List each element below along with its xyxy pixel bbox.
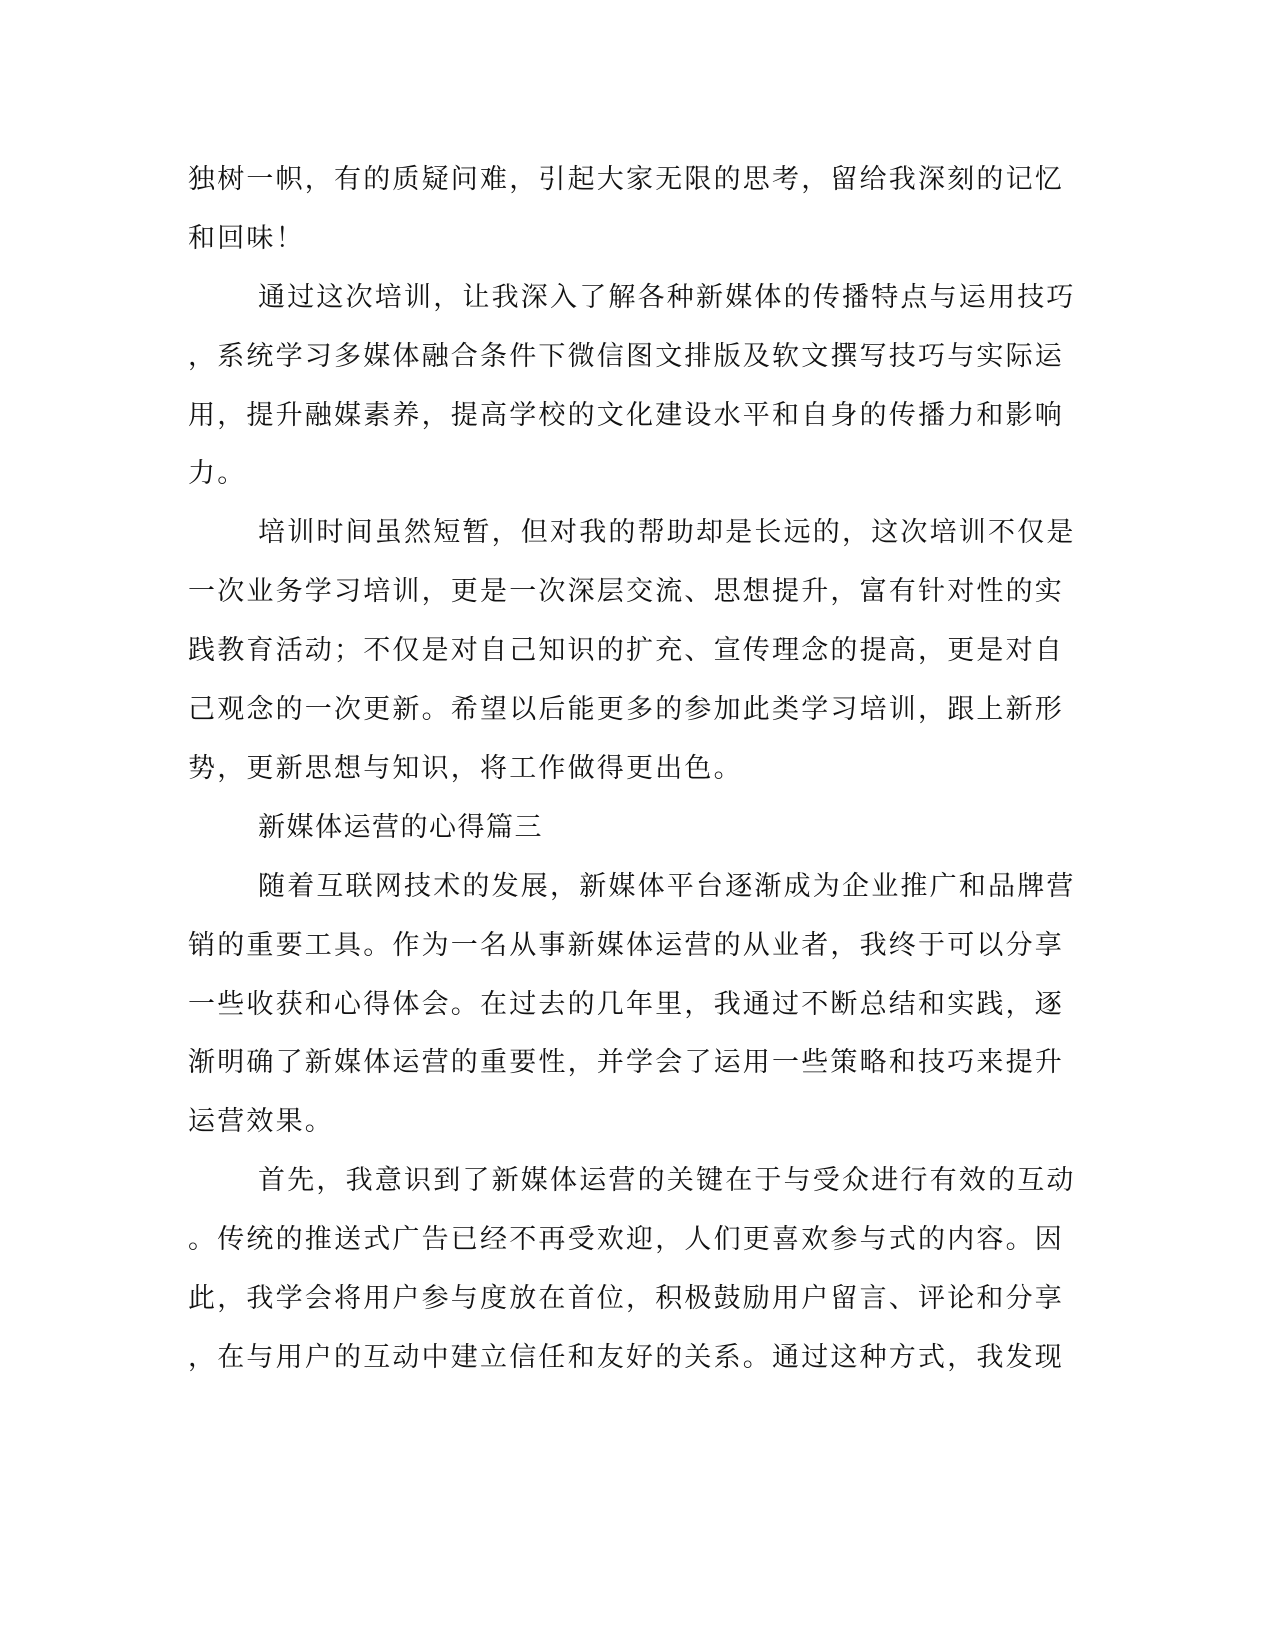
- paragraph-line: 己观念的一次更新。希望以后能更多的参加此类学习培训，跟上新形: [188, 694, 1064, 725]
- paragraph-line: 一次业务学习培训，更是一次深层交流、思想提升，富有针对性的实: [188, 576, 1064, 607]
- paragraph-line: 销的重要工具。作为一名从事新媒体运营的从业者，我终于可以分享: [188, 930, 1064, 961]
- paragraph-line: 践教育活动；不仅是对自己知识的扩充、宣传理念的提高，更是对自: [188, 635, 1064, 666]
- paragraph-line: 一些收获和心得体会。在过去的几年里，我通过不断总结和实践，逐: [188, 989, 1064, 1020]
- paragraph-line: 随着互联网技术的发展，新媒体平台逐渐成为企业推广和品牌营: [258, 871, 1076, 902]
- section-heading: 新媒体运营的心得篇三: [258, 812, 543, 843]
- paragraph-line: 渐明确了新媒体运营的重要性，并学会了运用一些策略和技巧来提升: [188, 1047, 1064, 1078]
- paragraph-line: 运营效果。: [188, 1106, 334, 1137]
- paragraph-line: 此，我学会将用户参与度放在首位，积极鼓励用户留言、评论和分享: [188, 1283, 1064, 1314]
- paragraph-line: 和回味！: [188, 223, 305, 254]
- paragraph-line: 首先，我意识到了新媒体运营的关键在于与受众进行有效的互动: [258, 1165, 1076, 1196]
- paragraph-line: ，在与用户的互动中建立信任和友好的关系。通过这种方式，我发现: [188, 1342, 1064, 1373]
- paragraph-line: 用，提升融媒素养，提高学校的文化建设水平和自身的传播力和影响: [188, 400, 1064, 431]
- paragraph-line: 力。: [188, 458, 247, 489]
- paragraph-line: 独树一帜，有的质疑问难，引起大家无限的思考，留给我深刻的记忆: [188, 164, 1064, 195]
- paragraph-line: 。传统的推送式广告已经不再受欢迎，人们更喜欢参与式的内容。因: [188, 1224, 1064, 1255]
- paragraph-line: 势，更新思想与知识，将工作做得更出色。: [188, 753, 743, 784]
- paragraph-line: 培训时间虽然短暂，但对我的帮助却是长远的，这次培训不仅是: [258, 517, 1076, 548]
- paragraph-line: ，系统学习多媒体融合条件下微信图文排版及软文撰写技巧与实际运: [188, 341, 1064, 372]
- paragraph-line: 通过这次培训，让我深入了解各种新媒体的传播特点与运用技巧: [258, 282, 1076, 313]
